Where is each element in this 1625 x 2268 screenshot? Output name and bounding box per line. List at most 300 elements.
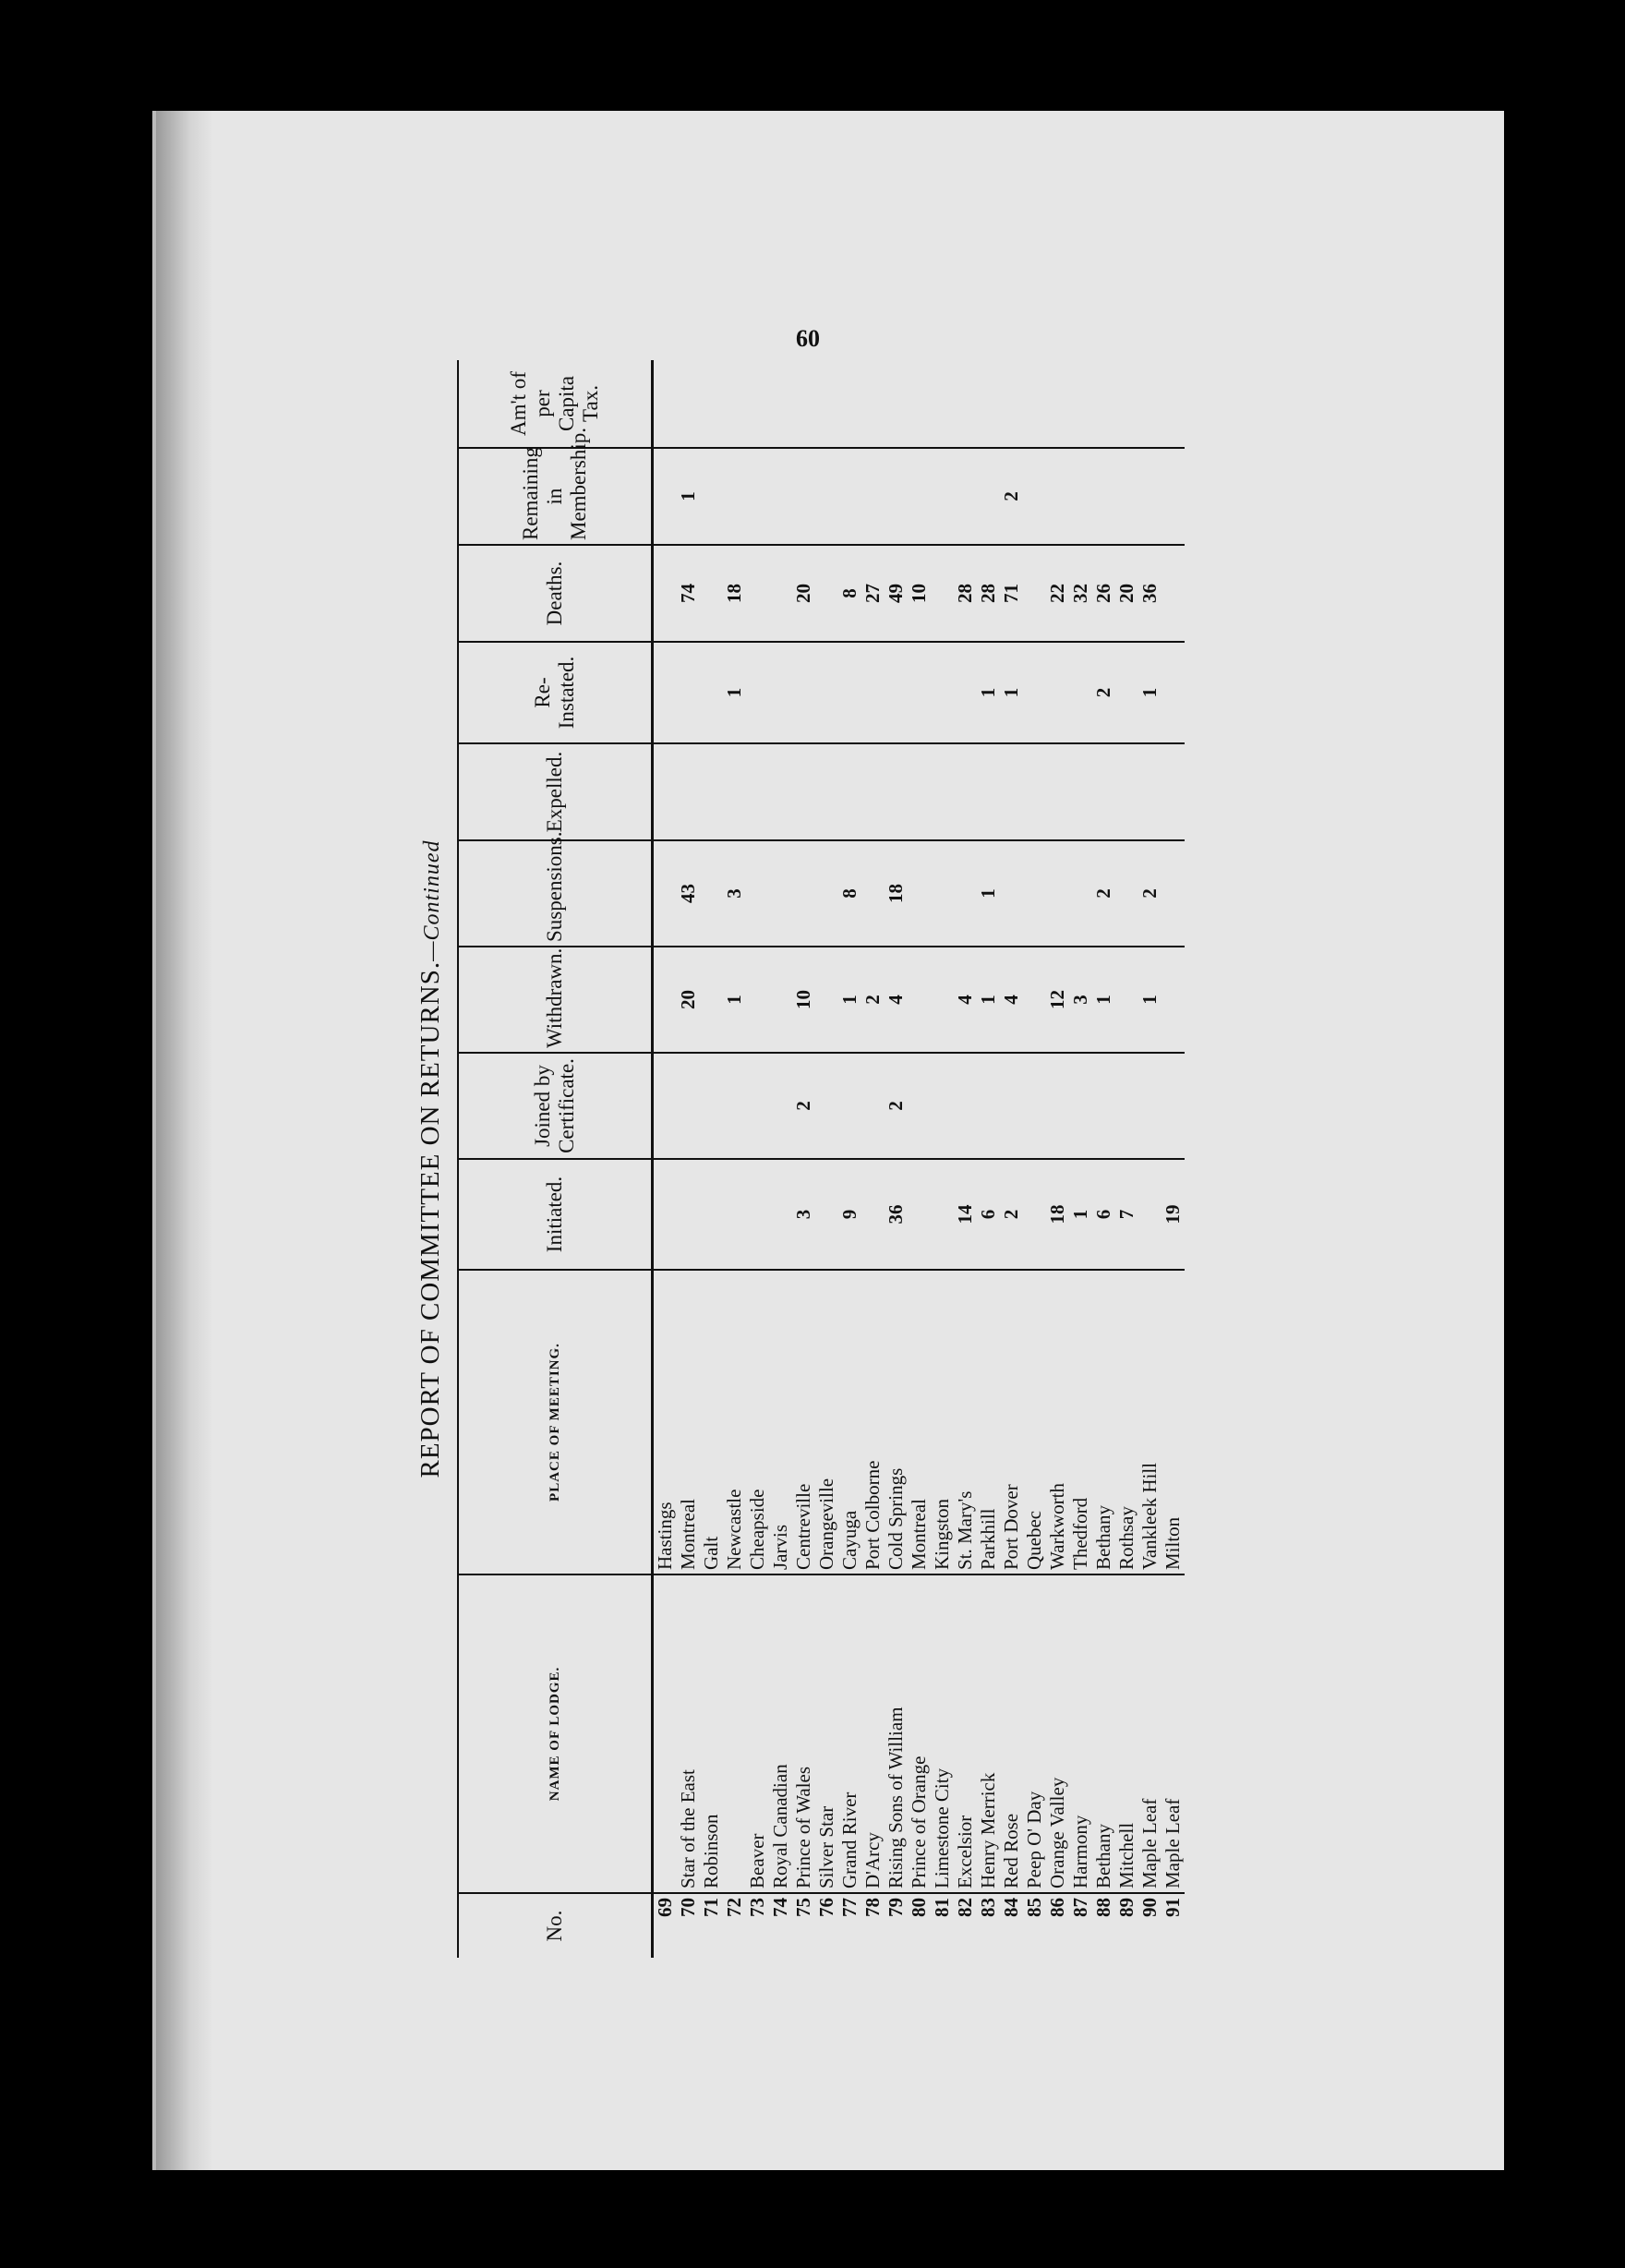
table-row <box>1046 360 1069 1958</box>
cell-reinstated <box>700 642 723 743</box>
cell-initiated: 3 <box>792 1159 815 1270</box>
cell-remaining <box>769 448 792 545</box>
cell-suspensions <box>700 840 723 947</box>
cell-reinstated <box>1046 642 1069 743</box>
cell-suspensions <box>769 840 792 947</box>
cell-withdrawn <box>653 947 678 1053</box>
cell-expelled <box>908 743 931 840</box>
cell-tax <box>1138 360 1162 448</box>
cell-name: Maple Leaf <box>1162 1574 1185 1893</box>
cell-place: Vankleek Hill <box>1138 1270 1162 1574</box>
cell-suspensions: 2 <box>1138 840 1162 947</box>
table-row <box>954 360 977 1958</box>
cell-no: 79 <box>885 1898 907 1917</box>
cell-remaining <box>1115 448 1138 545</box>
cell-deaths: 8 <box>838 545 861 642</box>
cell-place: Bethany <box>1092 1270 1115 1574</box>
cell-initiated: 9 <box>838 1159 861 1270</box>
cell-remaining <box>861 448 885 545</box>
returns-table <box>457 360 1185 1958</box>
cell-suspensions <box>1046 840 1069 947</box>
header-remaining: Remaining in Membership. <box>458 448 653 545</box>
cell-expelled <box>769 743 792 840</box>
cell-name: Henry Merrick <box>977 1574 1000 1893</box>
cell-tax <box>1023 360 1046 448</box>
table-row <box>700 360 723 1958</box>
cell-joined <box>1000 1053 1023 1159</box>
cell-suspensions <box>792 840 815 947</box>
cell-initiated: 6 <box>1092 1159 1115 1270</box>
cell-deaths: 26 <box>1092 545 1115 642</box>
cell-withdrawn: 4 <box>1000 947 1023 1053</box>
cell-tax <box>746 360 769 448</box>
cell-no: 69 <box>654 1898 676 1917</box>
cell-expelled <box>653 743 678 840</box>
cell-withdrawn <box>1115 947 1138 1053</box>
cell-reinstated <box>838 642 861 743</box>
cell-no: 76 <box>815 1898 837 1917</box>
cell-remaining <box>700 448 723 545</box>
cell-expelled <box>885 743 908 840</box>
cell-joined <box>954 1053 977 1159</box>
header-deaths: Deaths. <box>458 545 653 642</box>
cell-joined <box>1046 1053 1069 1159</box>
cell-remaining <box>977 448 1000 545</box>
cell-remaining <box>1046 448 1069 545</box>
header-reinstated: Re-Instated. <box>458 642 653 743</box>
cell-expelled <box>1138 743 1162 840</box>
cell-name: Red Rose <box>1000 1574 1023 1893</box>
cell-deaths <box>1023 545 1046 642</box>
cell-suspensions <box>653 840 678 947</box>
header-tax: Am't of per Capita Tax. <box>458 360 653 448</box>
cell-no: 81 <box>931 1898 953 1917</box>
cell-place: Orangeville <box>815 1270 838 1574</box>
table-row <box>861 360 885 1958</box>
cell-remaining: 1 <box>677 448 700 545</box>
cell-deaths <box>746 545 769 642</box>
cell-name: Grand River <box>838 1574 861 1893</box>
cell-expelled <box>815 743 838 840</box>
cell-place: Newcastle <box>723 1270 746 1574</box>
cell-initiated: 2 <box>1000 1159 1023 1270</box>
cell-withdrawn: 2 <box>861 947 885 1053</box>
cell-name: Silver Star <box>815 1574 838 1893</box>
cell-initiated: 7 <box>1115 1159 1138 1270</box>
cell-no: 86 <box>1046 1898 1068 1917</box>
cell-place: Parkhill <box>977 1270 1000 1574</box>
cell-joined: 2 <box>885 1053 908 1159</box>
book-spine-shadow <box>156 111 213 2170</box>
cell-withdrawn: 1 <box>723 947 746 1053</box>
cell-no: 71 <box>700 1898 722 1917</box>
cell-no: 87 <box>1069 1898 1091 1917</box>
cell-remaining <box>815 448 838 545</box>
cell-suspensions: 3 <box>723 840 746 947</box>
cell-remaining <box>746 448 769 545</box>
cell-withdrawn: 1 <box>838 947 861 1053</box>
cell-suspensions <box>1069 840 1092 947</box>
cell-name <box>723 1574 746 1893</box>
cell-deaths: 18 <box>723 545 746 642</box>
table-row <box>1162 360 1185 1958</box>
cell-expelled <box>931 743 954 840</box>
cell-deaths <box>700 545 723 642</box>
cell-withdrawn: 1 <box>1092 947 1115 1053</box>
header-joined: Joined by Certificate. <box>458 1053 653 1159</box>
cell-suspensions <box>861 840 885 947</box>
cell-no: 83 <box>977 1898 999 1917</box>
cell-withdrawn <box>815 947 838 1053</box>
cell-place: Galt <box>700 1270 723 1574</box>
cell-name: Prince of Wales <box>792 1574 815 1893</box>
cell-name: Limestone City <box>931 1574 954 1893</box>
cell-expelled <box>700 743 723 840</box>
cell-initiated: 19 <box>1162 1159 1185 1270</box>
cell-expelled <box>1069 743 1092 840</box>
cell-suspensions: 43 <box>677 840 700 947</box>
cell-initiated <box>931 1159 954 1270</box>
cell-joined <box>700 1053 723 1159</box>
header-withdrawn: Withdrawn. <box>458 947 653 1053</box>
cell-initiated: 14 <box>954 1159 977 1270</box>
cell-deaths <box>931 545 954 642</box>
table-row <box>1115 360 1138 1958</box>
cell-withdrawn: 10 <box>792 947 815 1053</box>
cell-withdrawn <box>1023 947 1046 1053</box>
cell-initiated <box>908 1159 931 1270</box>
cell-deaths: 32 <box>1069 545 1092 642</box>
cell-reinstated <box>908 642 931 743</box>
cell-deaths <box>815 545 838 642</box>
cell-expelled <box>1092 743 1115 840</box>
cell-name <box>653 1574 678 1893</box>
table-row <box>908 360 931 1958</box>
cell-no: 80 <box>908 1898 930 1917</box>
cell-name: Prince of Orange <box>908 1574 931 1893</box>
cell-name: Royal Canadian <box>769 1574 792 1893</box>
cell-initiated: 36 <box>885 1159 908 1270</box>
cell-place: Rothsay <box>1115 1270 1138 1574</box>
cell-remaining <box>792 448 815 545</box>
cell-name: Beaver <box>746 1574 769 1893</box>
cell-withdrawn: 1 <box>1138 947 1162 1053</box>
cell-deaths: 49 <box>885 545 908 642</box>
header-suspensions: Suspensions. <box>458 840 653 947</box>
cell-tax <box>885 360 908 448</box>
cell-withdrawn <box>908 947 931 1053</box>
table-row <box>885 360 908 1958</box>
cell-deaths: 20 <box>792 545 815 642</box>
cell-remaining <box>908 448 931 545</box>
cell-reinstated <box>769 642 792 743</box>
cell-joined <box>1069 1053 1092 1159</box>
cell-place: St. Mary's <box>954 1270 977 1574</box>
cell-place: Jarvis <box>769 1270 792 1574</box>
cell-tax <box>1115 360 1138 448</box>
cell-expelled <box>1023 743 1046 840</box>
cell-suspensions <box>954 840 977 947</box>
cell-tax <box>653 360 678 448</box>
cell-joined <box>1162 1053 1185 1159</box>
cell-initiated <box>815 1159 838 1270</box>
cell-place: Montreal <box>677 1270 700 1574</box>
cell-joined <box>653 1053 678 1159</box>
cell-joined <box>1115 1053 1138 1159</box>
cell-deaths: 71 <box>1000 545 1023 642</box>
cell-withdrawn <box>769 947 792 1053</box>
cell-suspensions: 1 <box>977 840 1000 947</box>
cell-initiated <box>746 1159 769 1270</box>
cell-suspensions <box>1023 840 1046 947</box>
cell-no: 75 <box>792 1898 814 1917</box>
cell-suspensions <box>1115 840 1138 947</box>
cell-initiated: 1 <box>1069 1159 1092 1270</box>
cell-initiated <box>723 1159 746 1270</box>
cell-remaining <box>1069 448 1092 545</box>
cell-withdrawn: 1 <box>977 947 1000 1053</box>
cell-reinstated <box>1162 642 1185 743</box>
table-row <box>723 360 746 1958</box>
cell-expelled <box>723 743 746 840</box>
cell-place: Cayuga <box>838 1270 861 1574</box>
cell-expelled <box>1115 743 1138 840</box>
cell-reinstated <box>653 642 678 743</box>
cell-withdrawn <box>746 947 769 1053</box>
cell-tax <box>1162 360 1185 448</box>
cell-suspensions <box>1162 840 1185 947</box>
cell-expelled <box>1162 743 1185 840</box>
report-title-continued: —Continued <box>420 839 444 961</box>
cell-name: Mitchell <box>1115 1574 1138 1893</box>
report-title-text: REPORT OF COMMITTEE ON RETURNS. <box>415 960 445 1478</box>
cell-place: Port Colborne <box>861 1270 885 1574</box>
cell-expelled <box>954 743 977 840</box>
cell-remaining <box>954 448 977 545</box>
cell-joined <box>746 1053 769 1159</box>
cell-no: 82 <box>954 1898 976 1917</box>
cell-suspensions: 2 <box>1092 840 1115 947</box>
cell-place: Cold Springs <box>885 1270 908 1574</box>
cell-remaining <box>723 448 746 545</box>
cell-name: Bethany <box>1092 1574 1115 1893</box>
cell-expelled <box>677 743 700 840</box>
cell-no: 73 <box>746 1898 768 1917</box>
cell-remaining <box>1162 448 1185 545</box>
header-name-of-lodge: NAME OF LODGE. <box>458 1574 653 1893</box>
cell-tax <box>1046 360 1069 448</box>
cell-expelled <box>977 743 1000 840</box>
cell-tax <box>908 360 931 448</box>
cell-joined <box>1092 1053 1115 1159</box>
table-row <box>1000 360 1023 1958</box>
page-number: 60 <box>796 325 820 352</box>
cell-place: Centreville <box>792 1270 815 1574</box>
cell-remaining <box>1138 448 1162 545</box>
cell-reinstated <box>861 642 885 743</box>
cell-name: Orange Valley <box>1046 1574 1069 1893</box>
cell-tax <box>792 360 815 448</box>
cell-suspensions: 8 <box>838 840 861 947</box>
cell-name: Peep O' Day <box>1023 1574 1046 1893</box>
table-body <box>653 360 1186 1958</box>
cell-place: Montreal <box>908 1270 931 1574</box>
cell-remaining <box>1092 448 1115 545</box>
cell-name: Rising Sons of William <box>885 1574 908 1893</box>
cell-deaths: 28 <box>977 545 1000 642</box>
cell-reinstated <box>677 642 700 743</box>
cell-initiated: 6 <box>977 1159 1000 1270</box>
cell-joined <box>677 1053 700 1159</box>
cell-reinstated <box>1115 642 1138 743</box>
cell-place: Milton <box>1162 1270 1185 1574</box>
cell-expelled <box>746 743 769 840</box>
cell-initiated <box>769 1159 792 1270</box>
cell-place: Warkworth <box>1046 1270 1069 1574</box>
cell-name: Star of the East <box>677 1574 700 1893</box>
cell-expelled <box>1000 743 1023 840</box>
cell-expelled <box>861 743 885 840</box>
cell-remaining: 2 <box>1000 448 1023 545</box>
cell-deaths: 20 <box>1115 545 1138 642</box>
cell-joined <box>977 1053 1000 1159</box>
table-row <box>1069 360 1092 1958</box>
cell-initiated <box>1138 1159 1162 1270</box>
cell-joined <box>1023 1053 1046 1159</box>
cell-initiated <box>861 1159 885 1270</box>
cell-reinstated <box>746 642 769 743</box>
cell-initiated <box>1023 1159 1046 1270</box>
cell-deaths <box>653 545 678 642</box>
cell-reinstated <box>954 642 977 743</box>
cell-tax <box>1069 360 1092 448</box>
cell-suspensions <box>908 840 931 947</box>
cell-suspensions <box>746 840 769 947</box>
cell-name: Maple Leaf <box>1138 1574 1162 1893</box>
cell-name: Robinson <box>700 1574 723 1893</box>
cell-remaining <box>1023 448 1046 545</box>
cell-place: Thedford <box>1069 1270 1092 1574</box>
cell-expelled <box>792 743 815 840</box>
cell-no: 85 <box>1023 1898 1045 1917</box>
cell-place: Cheapside <box>746 1270 769 1574</box>
cell-withdrawn: 4 <box>885 947 908 1053</box>
cell-suspensions <box>1000 840 1023 947</box>
cell-tax <box>861 360 885 448</box>
cell-joined <box>1138 1053 1162 1159</box>
cell-reinstated <box>1023 642 1046 743</box>
cell-no: 91 <box>1162 1898 1184 1917</box>
cell-reinstated <box>885 642 908 743</box>
cell-joined <box>769 1053 792 1159</box>
cell-expelled <box>838 743 861 840</box>
cell-no: 84 <box>1000 1898 1022 1917</box>
cell-tax <box>815 360 838 448</box>
cell-reinstated: 1 <box>977 642 1000 743</box>
report-title <box>415 360 446 1958</box>
cell-remaining <box>838 448 861 545</box>
cell-initiated: 18 <box>1046 1159 1069 1270</box>
cell-joined <box>931 1053 954 1159</box>
cell-tax <box>1092 360 1115 448</box>
cell-reinstated <box>815 642 838 743</box>
cell-withdrawn: 4 <box>954 947 977 1053</box>
cell-joined <box>908 1053 931 1159</box>
header-place-of-meeting: PLACE OF MEETING. <box>458 1270 653 1574</box>
cell-joined <box>838 1053 861 1159</box>
cell-no: 89 <box>1115 1898 1138 1917</box>
table-row <box>677 360 700 1958</box>
table-row <box>931 360 954 1958</box>
cell-withdrawn <box>700 947 723 1053</box>
header-expelled: Expelled. <box>458 743 653 840</box>
cell-name: D'Arcy <box>861 1574 885 1893</box>
cell-remaining <box>931 448 954 545</box>
cell-deaths: 28 <box>954 545 977 642</box>
cell-reinstated <box>792 642 815 743</box>
cell-withdrawn: 20 <box>677 947 700 1053</box>
cell-initiated <box>677 1159 700 1270</box>
cell-place: Quebec <box>1023 1270 1046 1574</box>
cell-deaths: 74 <box>677 545 700 642</box>
cell-no: 70 <box>677 1898 699 1917</box>
cell-place: Port Dover <box>1000 1270 1023 1574</box>
cell-no: 88 <box>1092 1898 1114 1917</box>
cell-no: 78 <box>861 1898 884 1917</box>
table-row <box>977 360 1000 1958</box>
header-no: No. <box>458 1893 653 1958</box>
cell-place: Hastings <box>653 1270 678 1574</box>
cell-tax <box>700 360 723 448</box>
cell-reinstated: 2 <box>1092 642 1115 743</box>
cell-tax <box>723 360 746 448</box>
table-header-row <box>458 360 653 1958</box>
cell-reinstated: 1 <box>723 642 746 743</box>
cell-reinstated: 1 <box>1000 642 1023 743</box>
cell-initiated <box>700 1159 723 1270</box>
table-row <box>838 360 861 1958</box>
table-row <box>653 360 678 1958</box>
cell-withdrawn <box>1162 947 1185 1053</box>
cell-no: 72 <box>723 1898 745 1917</box>
cell-initiated <box>653 1159 678 1270</box>
cell-tax <box>677 360 700 448</box>
cell-reinstated <box>1069 642 1092 743</box>
cell-reinstated <box>931 642 954 743</box>
cell-tax <box>769 360 792 448</box>
cell-expelled <box>1046 743 1069 840</box>
cell-tax <box>1000 360 1023 448</box>
cell-name: Excelsior <box>954 1574 977 1893</box>
cell-suspensions <box>931 840 954 947</box>
cell-remaining <box>885 448 908 545</box>
cell-deaths <box>1162 545 1185 642</box>
table-row <box>1092 360 1115 1958</box>
cell-remaining <box>653 448 678 545</box>
table-row <box>769 360 792 1958</box>
table-row <box>1138 360 1162 1958</box>
cell-tax <box>977 360 1000 448</box>
cell-no: 74 <box>769 1898 791 1917</box>
rotated-report-page <box>415 360 1302 1958</box>
table-row <box>1023 360 1046 1958</box>
cell-suspensions <box>815 840 838 947</box>
cell-deaths: 10 <box>908 545 931 642</box>
cell-withdrawn: 3 <box>1069 947 1092 1053</box>
table-row <box>792 360 815 1958</box>
cell-withdrawn <box>931 947 954 1053</box>
cell-name: Harmony <box>1069 1574 1092 1893</box>
